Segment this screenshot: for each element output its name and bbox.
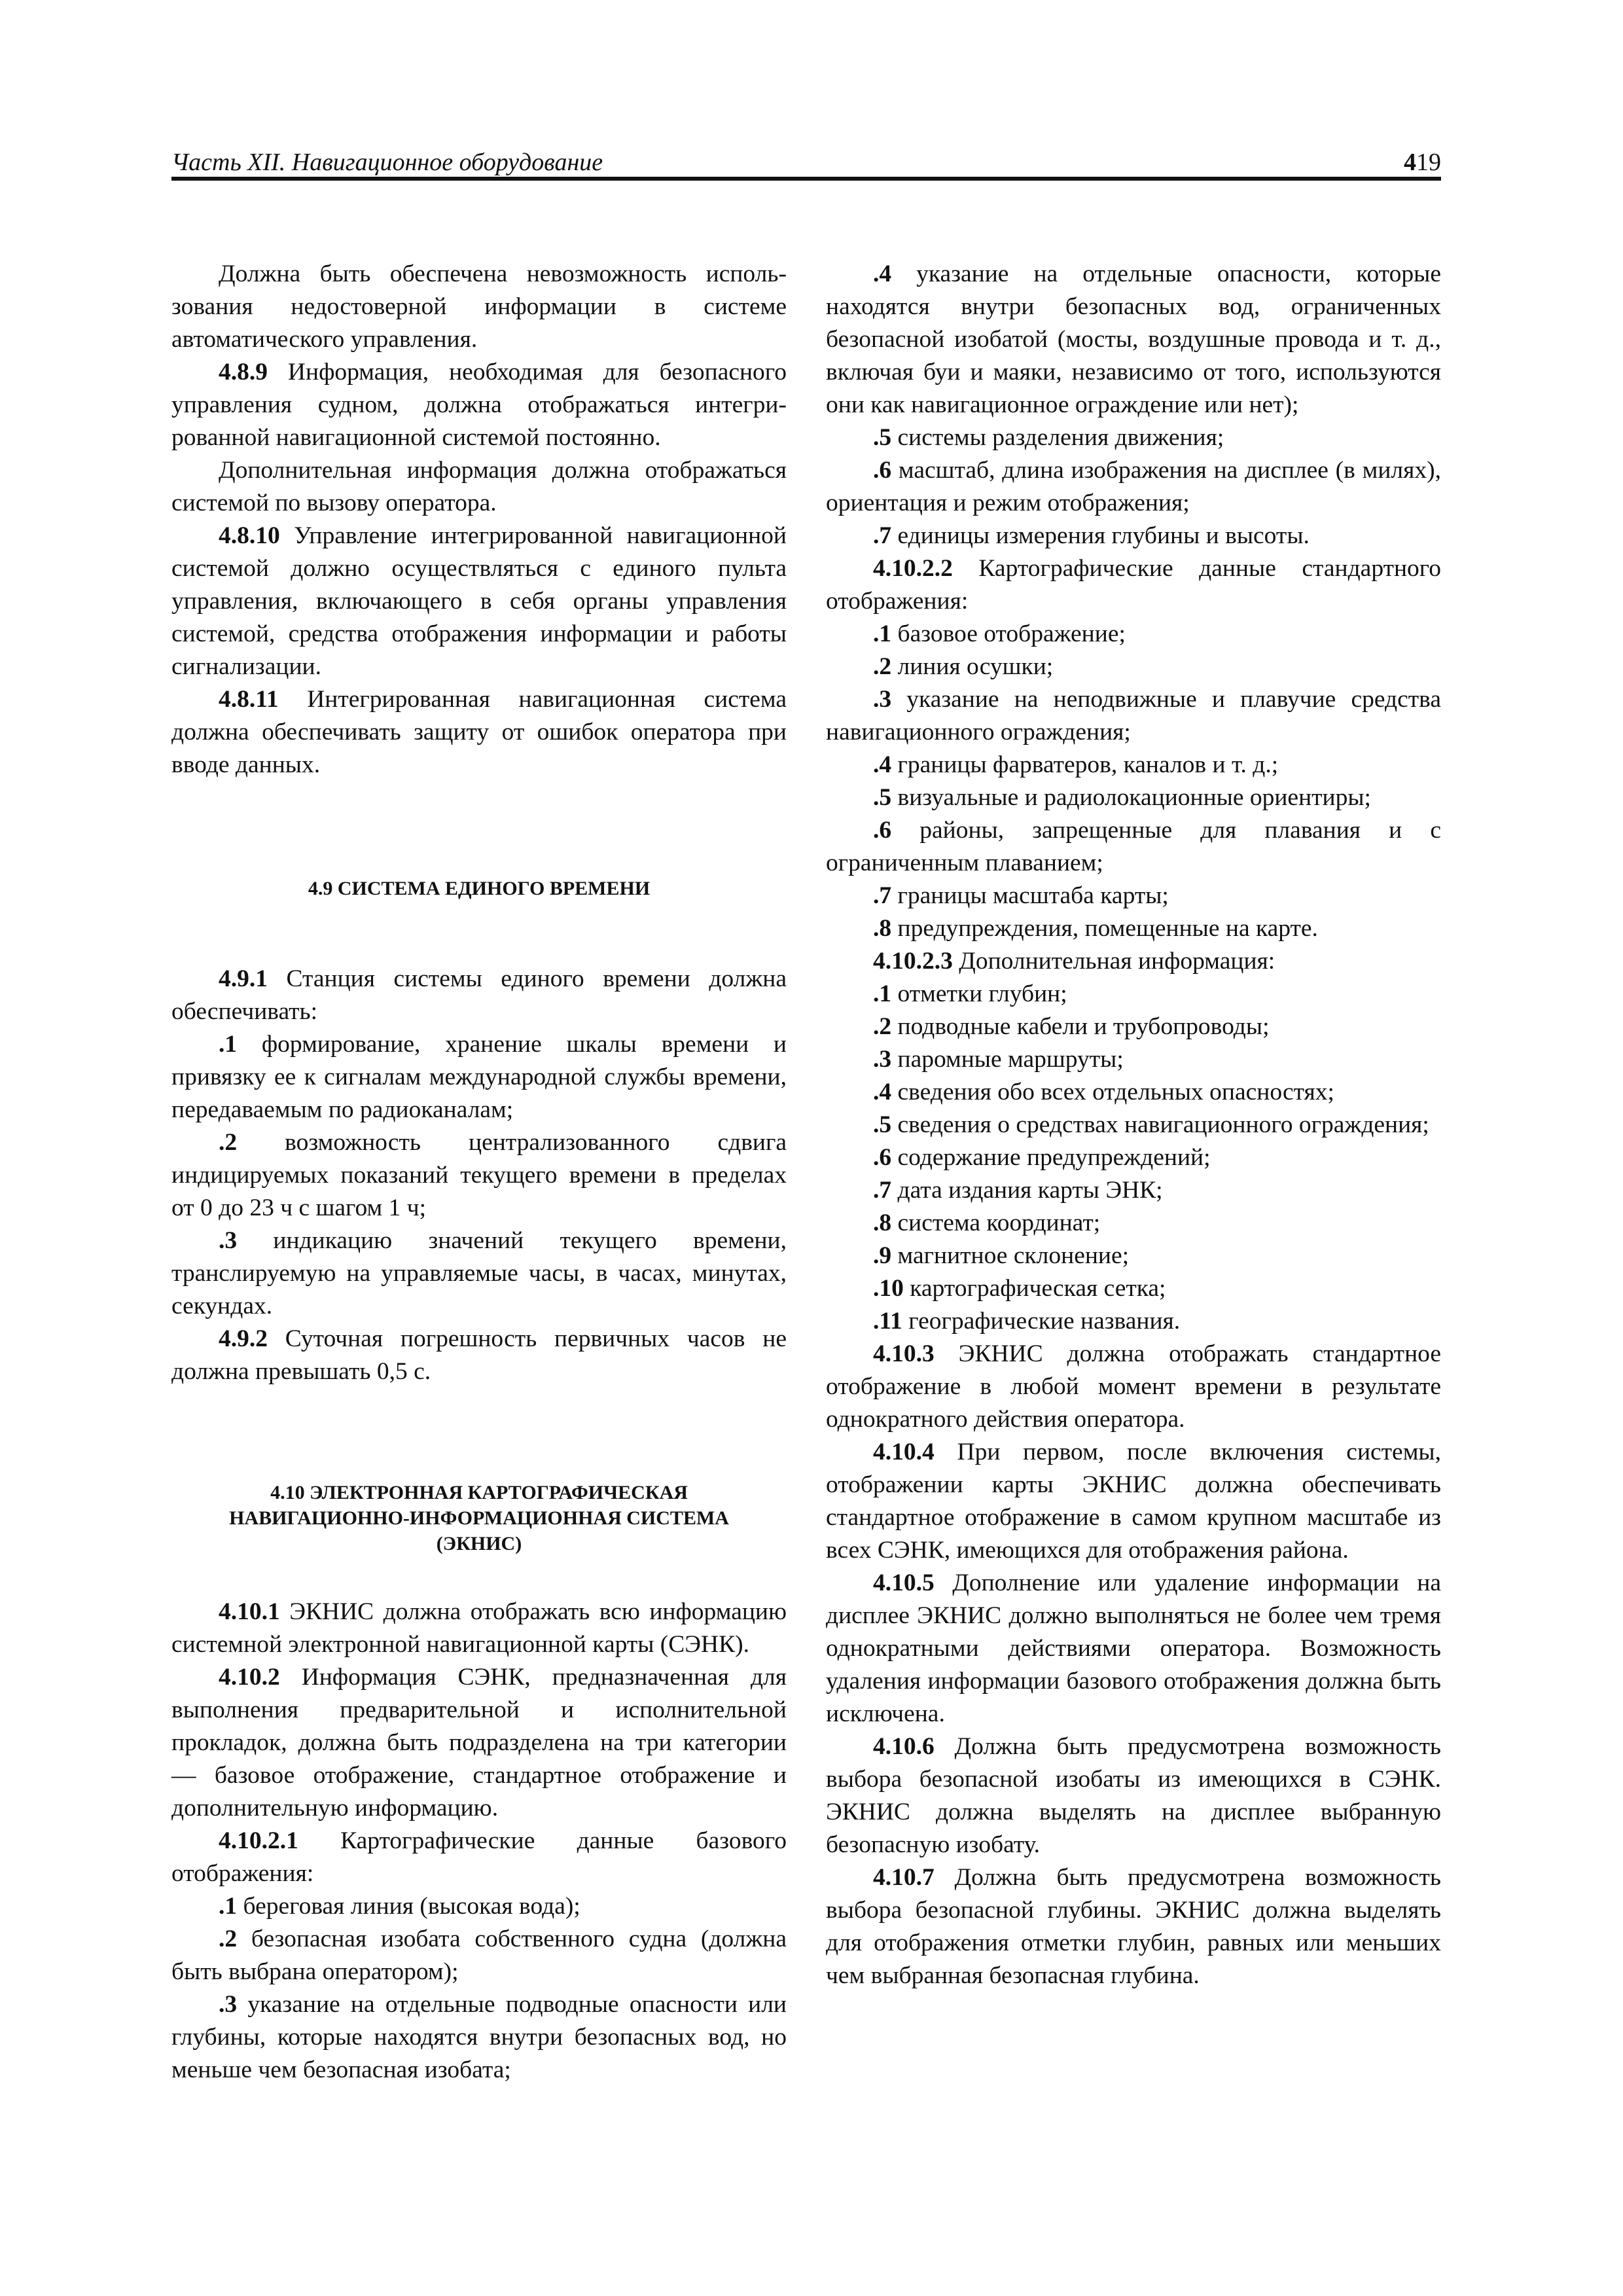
item-number: .11: [873, 1308, 902, 1335]
clause-number: 4.10.2.1: [219, 1827, 298, 1854]
item-number: .2: [873, 653, 892, 680]
list-item: .3 паромные маршруты;: [873, 1046, 1124, 1073]
clause-number: 4.10.2.3: [873, 948, 953, 975]
paragraph-4-10-3: 4.10.3 ЭКНИС должна отображать стандартное отображение в любой момент времени в результате однократного действия оператора.: [826, 1340, 1441, 1433]
item-number: .2: [219, 1926, 238, 1952]
list-item: .1 береговая линия (высокая вода);: [219, 1893, 580, 1920]
list-item: .7 границы масштаба карты;: [873, 882, 1169, 909]
item-number: .1: [219, 1893, 238, 1920]
paragraph-4-10-5: 4.10.5 Дополнение или удаление информации на дисплее ЭКНИС должно выполняться не более чем тремя однократными действиями оператора. Возможность удаления информации базового отображения должна быть исключена.: [826, 1570, 1441, 1727]
item-number: .8: [873, 1210, 892, 1236]
clause-number: 4.10.2: [219, 1664, 280, 1691]
item-number: .1: [219, 1031, 238, 1058]
list-item: .5 визуальные и радиолокационные ориентиры;: [873, 784, 1371, 811]
page-number-first-digit: 4: [1404, 149, 1416, 176]
item-number: .8: [873, 915, 892, 942]
item-number: .7: [873, 882, 892, 909]
item-number: .7: [873, 522, 892, 549]
paragraph-4-10-7: 4.10.7 Должна быть предусмотрена возможность выбора безопасной глубины. ЭКНИС должна выделять для отображения отметки глубин, равных или меньших чем выбранная безопасная глубина.: [826, 1864, 1441, 1989]
item-number: .2: [219, 1129, 238, 1156]
paragraph-4-10-2-1: 4.10.2.1 Картографические данные базового отображения:: [171, 1827, 787, 1887]
list-item: .5 сведения о средствах навигационного ограждения;: [873, 1111, 1429, 1138]
right-column: [826, 258, 1441, 1992]
clause-number: 4.10.4: [873, 1439, 935, 1465]
list-item: .4 границы фарватеров, каналов и т. д.;: [873, 751, 1279, 778]
item-number: .7: [873, 1177, 892, 1204]
item-number: .6: [873, 1144, 892, 1171]
page-number: [1404, 145, 1441, 179]
running-header: [171, 145, 1441, 179]
item-number: .5: [873, 784, 892, 811]
item-number: .3: [219, 1991, 238, 2018]
list-item: .1 отметки глубин;: [873, 980, 1067, 1007]
item-number: .3: [873, 686, 892, 713]
paragraph: Дополнительная информация должна отображаться системой по вызову оператора.: [171, 457, 787, 516]
paragraph-4-8-11: 4.8.11 Интегрированная навигационная система должна обеспечивать защиту от ошибок оператора при вводе данных.: [171, 686, 787, 778]
list-item: .5 системы разделения движения;: [873, 424, 1224, 451]
clause-number: 4.10.1: [219, 1598, 280, 1625]
list-item: .6 районы, запрещенные для плавания и с ограниченным плаванием;: [826, 817, 1441, 876]
clause-number: 4.10.7: [873, 1864, 935, 1891]
list-item: .4 сведения обо всех отдельных опасностях;: [873, 1079, 1334, 1105]
item-number: .9: [873, 1242, 892, 1269]
item-number: .3: [219, 1227, 238, 1254]
list-item: .2 возможность централизованного сдвига индицируемых показаний текущего времени в пределах от 0 до 23 ч с шагом 1 ч;: [171, 1129, 787, 1221]
paragraph-4-10-2: 4.10.2 Информация СЭНК, предназначенная для выполнения предварительной и исполнительной прокладок, должна быть подразделена на три категории — базовое отображение, стандартное отображение и дополнительную информацию.: [171, 1664, 787, 1821]
item-number: .6: [873, 457, 892, 484]
item-number: .1: [873, 980, 892, 1007]
list-item: .2 безопасная изобата собственного судна (должна быть выбрана оператором);: [171, 1926, 787, 1985]
paragraph-4-8-10: 4.8.10 Управление интегрированной навигационной системой должно осуществляться с единого пульта управления, включающего в себя органы управления системой, средства отображения информации и работы сигнализации.: [171, 522, 787, 680]
list-item: .9 магнитное склонение;: [873, 1242, 1130, 1269]
clause-number: 4.8.9: [219, 359, 268, 386]
list-item: .11 географические названия.: [873, 1308, 1181, 1335]
paragraph-4-10-2-2: 4.10.2.2 Картографические данные стандартного отображения:: [826, 555, 1441, 615]
clause-number: 4.9.2: [219, 1325, 268, 1352]
list-item: .7 единицы измерения глубины и высоты.: [873, 522, 1310, 549]
item-number: .5: [873, 424, 892, 451]
item-number: .4: [873, 260, 892, 287]
left-column: [171, 258, 787, 2087]
clause-number: 4.8.10: [219, 522, 280, 549]
list-item: .8 система координат;: [873, 1210, 1101, 1236]
list-item: .7 дата издания карты ЭНК;: [873, 1177, 1163, 1204]
page-number-rest: 19: [1416, 149, 1441, 176]
paragraph-4-10-2-3: 4.10.2.3 Дополнительная информация:: [873, 948, 1275, 975]
paragraph-4-10-1: 4.10.1 ЭКНИС должна отображать всю информацию системной электронной навигационной карты (СЭНК).: [171, 1598, 787, 1658]
list-item: .8 предупреждения, помещенные на карте.: [873, 915, 1318, 942]
clause-number: 4.8.11: [219, 686, 279, 713]
list-item: .3 указание на отдельные подводные опасности или глубины, которые находятся внутри безопасных вод, но меньше чем безопасная изобата;: [171, 1991, 787, 2083]
list-item: .4 указание на отдельные опасности, которые находятся внутри безопасных вод, ограниченных безопасной изобатой (мосты, воздушные провода и т. д., включая буи и маяки, независимо от того, используются они как навигационное ограждение или нет);: [826, 260, 1441, 418]
paragraph-4-9-2: 4.9.2 Суточная погрешность первичных часов не должна превышать 0,5 с.: [171, 1325, 787, 1385]
clause-number: 4.10.5: [873, 1570, 935, 1596]
paragraph-4-10-4: 4.10.4 При первом, после включения системы, отображении карты ЭКНИС должна обеспечивать стандартное отображение в самом крупном масштабе из всех СЭНК, имеющихся для отображения района.: [826, 1439, 1441, 1564]
item-number: .3: [873, 1046, 892, 1073]
header-rule: [171, 177, 1441, 181]
list-item: .10 картографическая сетка;: [873, 1275, 1166, 1302]
list-item: .3 индикацию значений текущего времени, транслируемую на управляемые часы, в часах, минутах, секундах.: [171, 1227, 787, 1319]
item-number: .5: [873, 1111, 892, 1138]
item-number: .2: [873, 1013, 892, 1040]
clause-number: 4.10.2.2: [873, 555, 953, 582]
list-item: .1 формирование, хранение шкалы времени и привязку ее к сигналам международной службы времени, передаваемым по радиоканалам;: [171, 1031, 787, 1123]
header-title: Часть XII. Навигационное оборудование: [171, 149, 603, 176]
section-heading-4-10: 4.10 ЭЛЕКТРОННАЯ КАРТОГРАФИЧЕСКАЯ НАВИГАЦИОННО-ИНФОРМАЦИОННАЯ СИСТЕМА (ЭКНИС): [229, 1482, 729, 1554]
list-item: .2 подводные кабели и трубопроводы;: [873, 1013, 1270, 1040]
list-item: .2 линия осушки;: [873, 653, 1054, 680]
paragraph-4-8-9: 4.8.9 Информация, необходимая для безопасного управления судном, должна отображаться интегрированной навигационной системой постоянно.: [171, 359, 787, 451]
item-number: .4: [873, 751, 892, 778]
clause-number: 4.10.3: [873, 1340, 935, 1367]
paragraph: Должна быть обеспечена невозможность использования недостоверной информации в системе автоматического управления.: [171, 260, 787, 353]
clause-number: 4.9.1: [219, 965, 268, 992]
clause-number: 4.10.6: [873, 1733, 935, 1760]
list-item: .3 указание на неподвижные и плавучие средства навигационного ограждения;: [826, 686, 1441, 745]
list-item: .6 масштаб, длина изображения на дисплее (в милях), ориентация и режим отображения;: [826, 457, 1441, 516]
list-item: .1 базовое отображение;: [873, 620, 1126, 647]
list-item: .6 содержание предупреждений;: [873, 1144, 1211, 1171]
item-number: .10: [873, 1275, 904, 1302]
item-number: .6: [873, 817, 892, 844]
item-number: .4: [873, 1079, 892, 1105]
section-heading-4-9: 4.9 СИСТЕМА ЕДИНОГО ВРЕМЕНИ: [308, 878, 651, 899]
item-number: .1: [873, 620, 892, 647]
paragraph-4-9-1: 4.9.1 Станция системы единого времени должна обеспечивать:: [171, 965, 787, 1025]
paragraph-4-10-6: 4.10.6 Должна быть предусмотрена возможность выбора безопасной изобаты из имеющихся в СЭНК. ЭКНИС должна выделять на дисплее выбранную безопасную изобату.: [826, 1733, 1441, 1858]
